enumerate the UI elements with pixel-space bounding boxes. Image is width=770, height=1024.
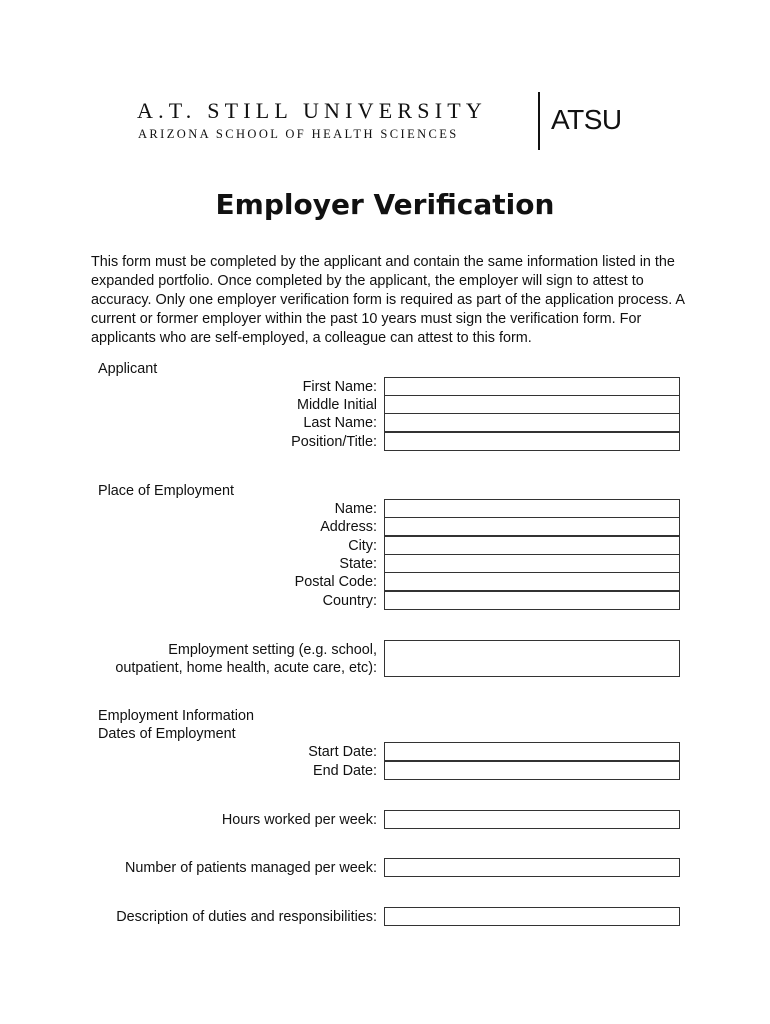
employer-name-label: Name:: [334, 501, 377, 517]
address-field[interactable]: [384, 517, 680, 536]
place-of-employment-heading: Place of Employment: [98, 483, 234, 499]
start-date-label: Start Date:: [308, 744, 377, 760]
first-name-field[interactable]: [384, 377, 680, 396]
middle-initial-field[interactable]: [384, 395, 680, 414]
position-title-label: Position/Title:: [291, 434, 377, 450]
hours-field[interactable]: [384, 810, 680, 829]
employment-setting-label-2: outpatient, home health, acute care, etc):: [115, 660, 377, 676]
hours-label: Hours worked per week:: [221, 812, 377, 828]
employment-setting-label-1: Employment setting (e.g. school,: [168, 642, 377, 658]
school-name: ARIZONA SCHOOL OF HEALTH SCIENCES: [138, 127, 459, 141]
end-date-label: End Date:: [313, 763, 377, 779]
page-title: Employer Verification: [215, 188, 555, 221]
middle-initial-label: Middle Initial: [297, 397, 377, 413]
duties-label: Description of duties and responsibilities:: [116, 909, 377, 925]
last-name-label: Last Name:: [303, 415, 377, 431]
employment-setting-field[interactable]: [384, 640, 680, 677]
intro-paragraph: This form must be completed by the applicant and contain the same information listed in the expanded portfolio. Once completed by the applicant, the employer will sign to attest to accuracy. Only one employer verification form is required as part of the application process. A current or former employer within the past 10 years must sign the verification form. For applicants who are self-employed, a colleague can attest to this form.: [91, 254, 685, 346]
patients-field[interactable]: [384, 858, 680, 877]
start-date-field[interactable]: [384, 742, 680, 761]
dates-of-employment-heading: Dates of Employment: [98, 726, 236, 742]
address-label: Address:: [320, 519, 377, 535]
university-abbreviation: ATSU: [551, 104, 622, 135]
patients-label: Number of patients managed per week:: [125, 860, 377, 876]
employer-name-field[interactable]: [384, 499, 680, 518]
logo-divider: [538, 92, 540, 150]
duties-field[interactable]: [384, 907, 680, 926]
country-label: Country:: [322, 593, 377, 609]
city-field[interactable]: [384, 536, 680, 555]
postal-code-field[interactable]: [384, 572, 680, 591]
applicant-heading: Applicant: [98, 361, 158, 377]
end-date-field[interactable]: [384, 761, 680, 780]
postal-code-label: Postal Code:: [294, 574, 377, 590]
last-name-field[interactable]: [384, 413, 680, 432]
city-label: City:: [348, 538, 377, 554]
first-name-label: First Name:: [302, 379, 377, 395]
university-name: A.T. STILL UNIVERSITY: [137, 98, 487, 123]
country-field[interactable]: [384, 591, 680, 610]
state-field[interactable]: [384, 554, 680, 573]
state-label: State:: [339, 556, 377, 572]
position-title-field[interactable]: [384, 432, 680, 451]
employment-info-heading: Employment Information: [98, 708, 254, 724]
university-logo: [137, 96, 637, 156]
